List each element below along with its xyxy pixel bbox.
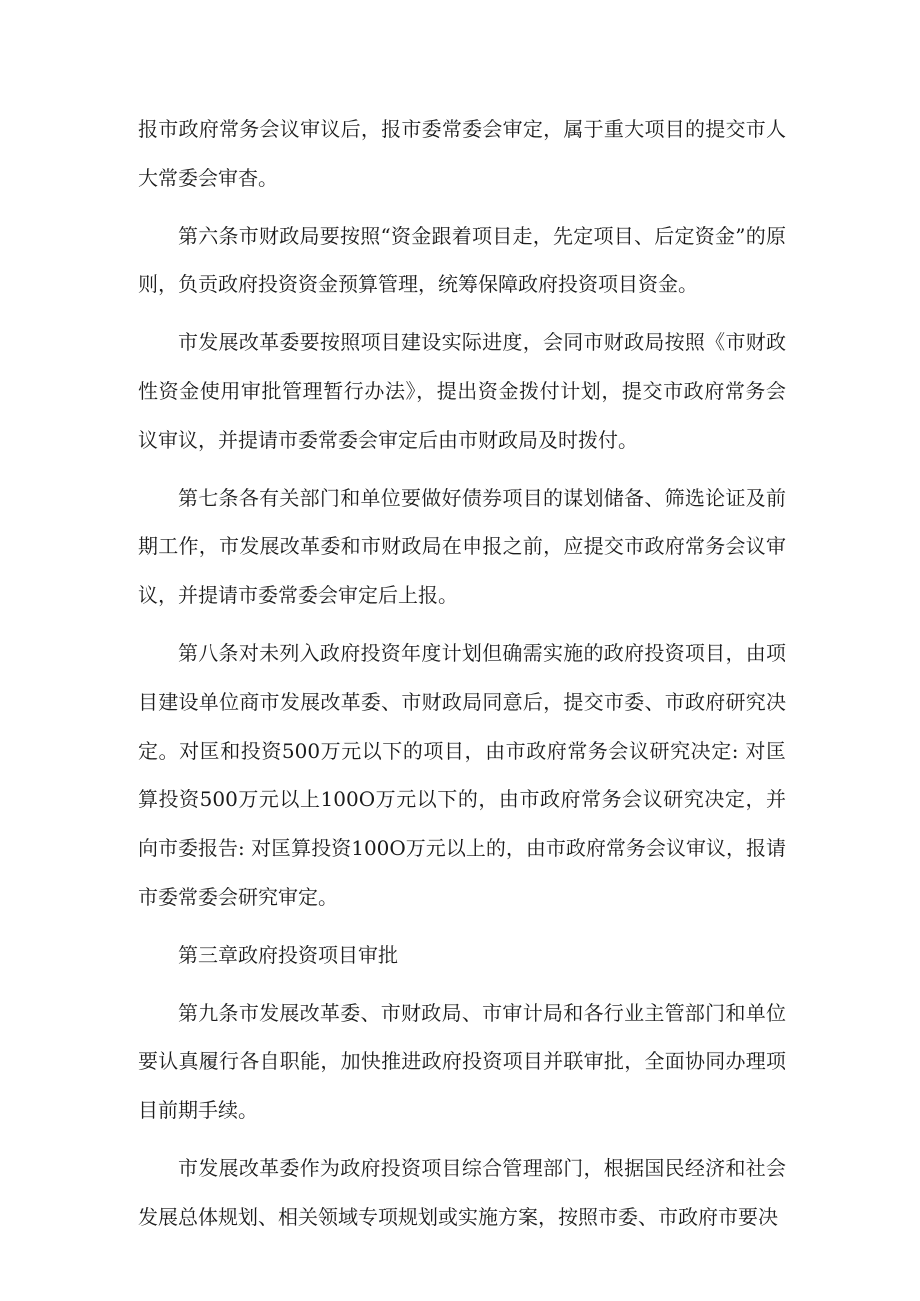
paragraph-article-9: 第九条市发展改革委、市财政局、市审计局和各行业主管部门和单位要认真履行各自职能，加快推进政府投资项目并联审批，全面协同办理项目前期手续。 <box>138 1000 786 1123</box>
paragraph-article-7: 第七条各有关部门和单位要做好债券项目的谋划储备、筛选论证及前期工作，市发展改革委和市财政局在申报之前，应提交市政府常务会议审议，并提请市委常委会审定后上报。 <box>138 485 786 608</box>
paragraph-article-8: 第八条对未列入政府投资年度计划但确需实施的政府投资项目，由项目建设单位商市发展改革委、市财政局同意后，提交市委、市政府研究决定。对匡和投资500万元以下的项目，由市政府常务会议研究决定: 对匡算投资500万元以上100O万元以下的，由市政府常务会议研究决定，并向市委报告: 对匡算投资100O万元以上的，由市政府常务会议审议，报请市委常委会研究审定。 <box>138 640 786 909</box>
chapter-heading: 第三章政府投资项目审批 <box>178 942 398 967</box>
document-body <box>138 105 786 1251</box>
paragraph-continuation: 报市政府常务会议审议后，报市委常委会审定，属于重大项目的提交市人大常委会审杳。 <box>138 117 786 190</box>
paragraph-article-6: 第六条市财政局要按照“资金跟着项目走，先定项目、后定资金”的原则，负贡政府投资资金预算管理，统筹保障政府投资项目资金。 <box>138 223 786 297</box>
paragraph-ndrc-role: 市发展改革委作为政府投资项目综合管理部门，根据国民经济和社会发展总体规划、相关领域专项规划或实施方案，按照市委、市政府市要决 <box>138 1155 786 1229</box>
paragraph-fund-disbursement: 市发展改革委要按照项目建设实际进度，会同市财政局按照《市财政性资金使用审批管理暂行办法》，提出资金拨付计划，提交市政府常务会议审议，并提请市委常委会审定后由市财政局及时拨付。 <box>138 330 786 452</box>
